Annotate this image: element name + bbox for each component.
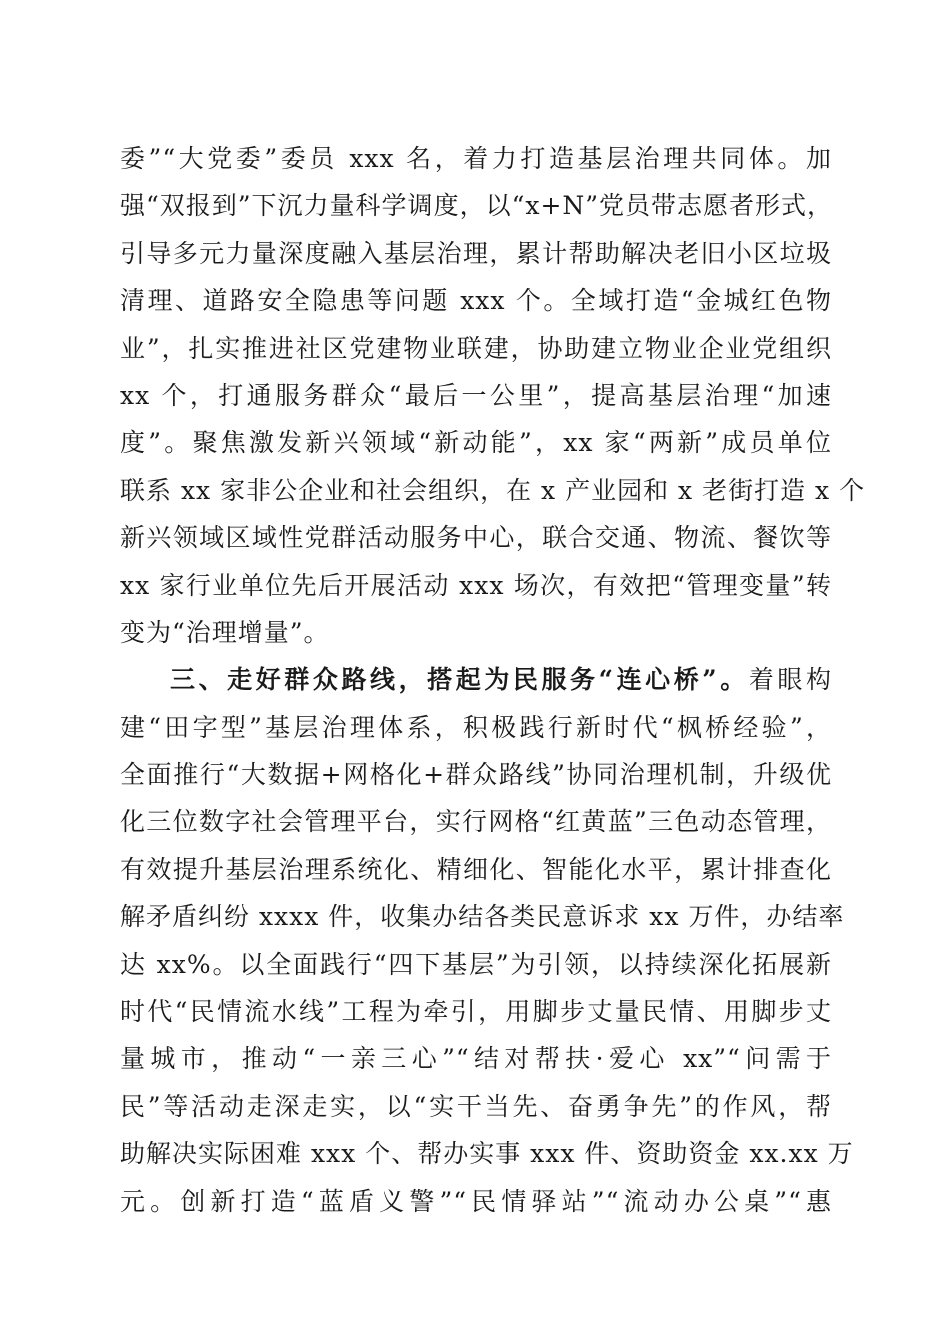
text-line: 业”，扎实推进社区党建物业联建，协助建立物业企业党组织 [120, 333, 832, 363]
text-line: 助解决实际困难 xxx 个、帮办实事 xxx 件、资助资金 xx.xx 万 [120, 1139, 854, 1169]
text-line: 建“田字型”基层治理体系，积极践行新时代“枫桥经验”， [120, 712, 832, 742]
paragraph-mass-line [120, 656, 854, 1225]
heading-line-rest: 着眼构 [748, 665, 832, 695]
text-line: 解矛盾纠纷 xxxx 件，收集办结各类民意诉求 xx 万件，办结率 [120, 902, 845, 932]
text-line: 达 xx%。以全面践行“四下基层”为引领，以持续深化拓展新 [120, 949, 832, 979]
text-line: 引导多元力量深度融入基层治理，累计帮助解决老旧小区垃圾 [120, 238, 832, 268]
text-line: 新兴领域区域性党群活动服务中心，联合交通、物流、餐饮等 [120, 523, 832, 553]
text-line: 联系 xx 家非公企业和社会组织，在 x 产业园和 x 老街打造 x 个 [120, 475, 866, 505]
text-line: xx 个，打通服务群众“最后一公里”，提高基层治理“加速 [120, 380, 832, 410]
text-line: 度”。聚焦激发新兴领域“新动能”，xx 家“两新”成员单位 [120, 428, 832, 458]
text-line: 委”“大党委”委员 xxx 名，着力打造基层治理共同体。加 [120, 144, 832, 173]
text-line: 化三位数字社会管理平台，实行网格“红黄蓝”三色动态管理， [120, 807, 832, 837]
section-heading: 三、走好群众路线，搭起为民服务“连心桥”。 [170, 665, 749, 695]
text-line: 民”等活动走深走实，以“实干当先、奋勇争先”的作风，帮 [120, 1091, 832, 1121]
text-line: 强“双报到”下沉力量科学调度，以“x+N”党员带志愿者形式， [120, 191, 834, 221]
text-line: 有效提升基层治理系统化、精细化、智能化水平，累计排查化 [120, 854, 832, 884]
text-line: 量城市，推动“一亲三心”“结对帮扶·爱心 xx”“问需于 [120, 1044, 832, 1074]
paragraph-party-building [120, 135, 866, 656]
document-body [120, 135, 866, 1225]
text-line: 元。创新打造“蓝盾义警”“民情驿站”“流动办公桌”“惠 [120, 1186, 832, 1216]
section-heading-line [120, 656, 832, 703]
text-line: 时代“民情流水线”工程为牵引，用脚步丈量民情、用脚步丈 [120, 997, 832, 1027]
text-line: 全面推行“大数据+网格化+群众路线”协同治理机制，升级优 [120, 760, 832, 790]
text-line: 清理、道路安全隐患等问题 xxx 个。全域打造“金城红色物 [120, 286, 832, 316]
text-line: 变为“治理增量”。 [120, 617, 330, 647]
text-line: xx 家行业单位先后开展活动 xxx 场次，有效把“管理变量”转 [120, 570, 832, 600]
